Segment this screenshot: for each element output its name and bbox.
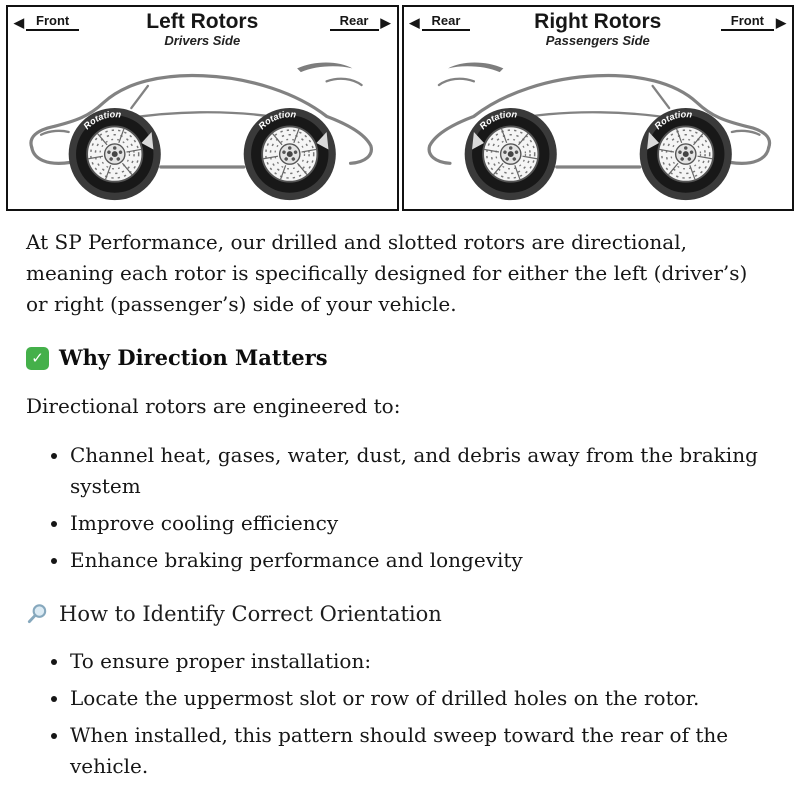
rotor-panel-right [402,5,795,211]
arrow-right-icon: ▶ [776,14,786,30]
panel-title-block [146,11,258,48]
list-item: • When installed, this pattern should sweep toward the rear of the vehicle. [70,720,770,782]
arrow-left-icon: ◀ [14,14,24,30]
panel-subtitle: Drivers Side [164,33,241,49]
direction-text: Front [26,13,79,31]
rotor-panel-left [6,5,399,211]
panel-subtitle: Passengers Side [545,33,650,49]
arrow-left-icon: ◀ [409,14,420,30]
list-item: • Enhance braking performance and longevity [70,545,770,576]
lead-paragraph: Directional rotors are engineered to: [26,393,401,418]
panel-title-block [534,11,661,48]
panel-title: Right Rotors [534,10,662,33]
front-wheel [69,108,161,200]
direction-text: Rear [422,13,471,31]
section-title: Why Direction Matters [59,345,328,370]
car-left-illustration [14,50,391,202]
check-icon: ✓ [26,347,49,370]
section-heading-why-direction-matters [26,342,774,375]
identify-bullet-list [26,646,774,782]
front-wheel [464,108,556,200]
section-title: How to Identify Correct Orientation [59,601,442,626]
rear-direction-label [330,13,391,31]
section-heading-identify-orientation [26,598,774,631]
panel-header [14,11,391,48]
list-item: • Channel heat, gases, water, dust, and debris away from the braking system [70,440,770,502]
panel-title: Left Rotors [146,10,259,33]
arrow-right-icon: ▶ [380,14,391,30]
direction-text: Rear [330,13,379,31]
car-right-illustration [410,50,787,202]
rear-direction-label [410,13,535,31]
list-item: • To ensure proper installation: [70,646,770,677]
article-body [0,211,800,810]
magnifier-icon [26,602,49,625]
rear-wheel [244,108,336,200]
panel-header [410,11,787,48]
why-bullet-list [26,440,774,576]
front-direction-label [721,13,786,31]
list-item: • Locate the uppermost slot or row of drilled holes on the rotor. [70,683,770,714]
direction-text: Front [721,13,774,31]
list-item: • Improve cooling efficiency [70,508,770,539]
front-direction-label [14,13,146,31]
rotor-direction-diagram [0,0,800,211]
rear-wheel [639,108,731,200]
intro-paragraph: At SP Performance, our drilled and slotted rotors are directional, meaning each rotor is specifically designed for either the left (driver’s) or right (passenger’s) side of your vehicle. [26,230,748,316]
